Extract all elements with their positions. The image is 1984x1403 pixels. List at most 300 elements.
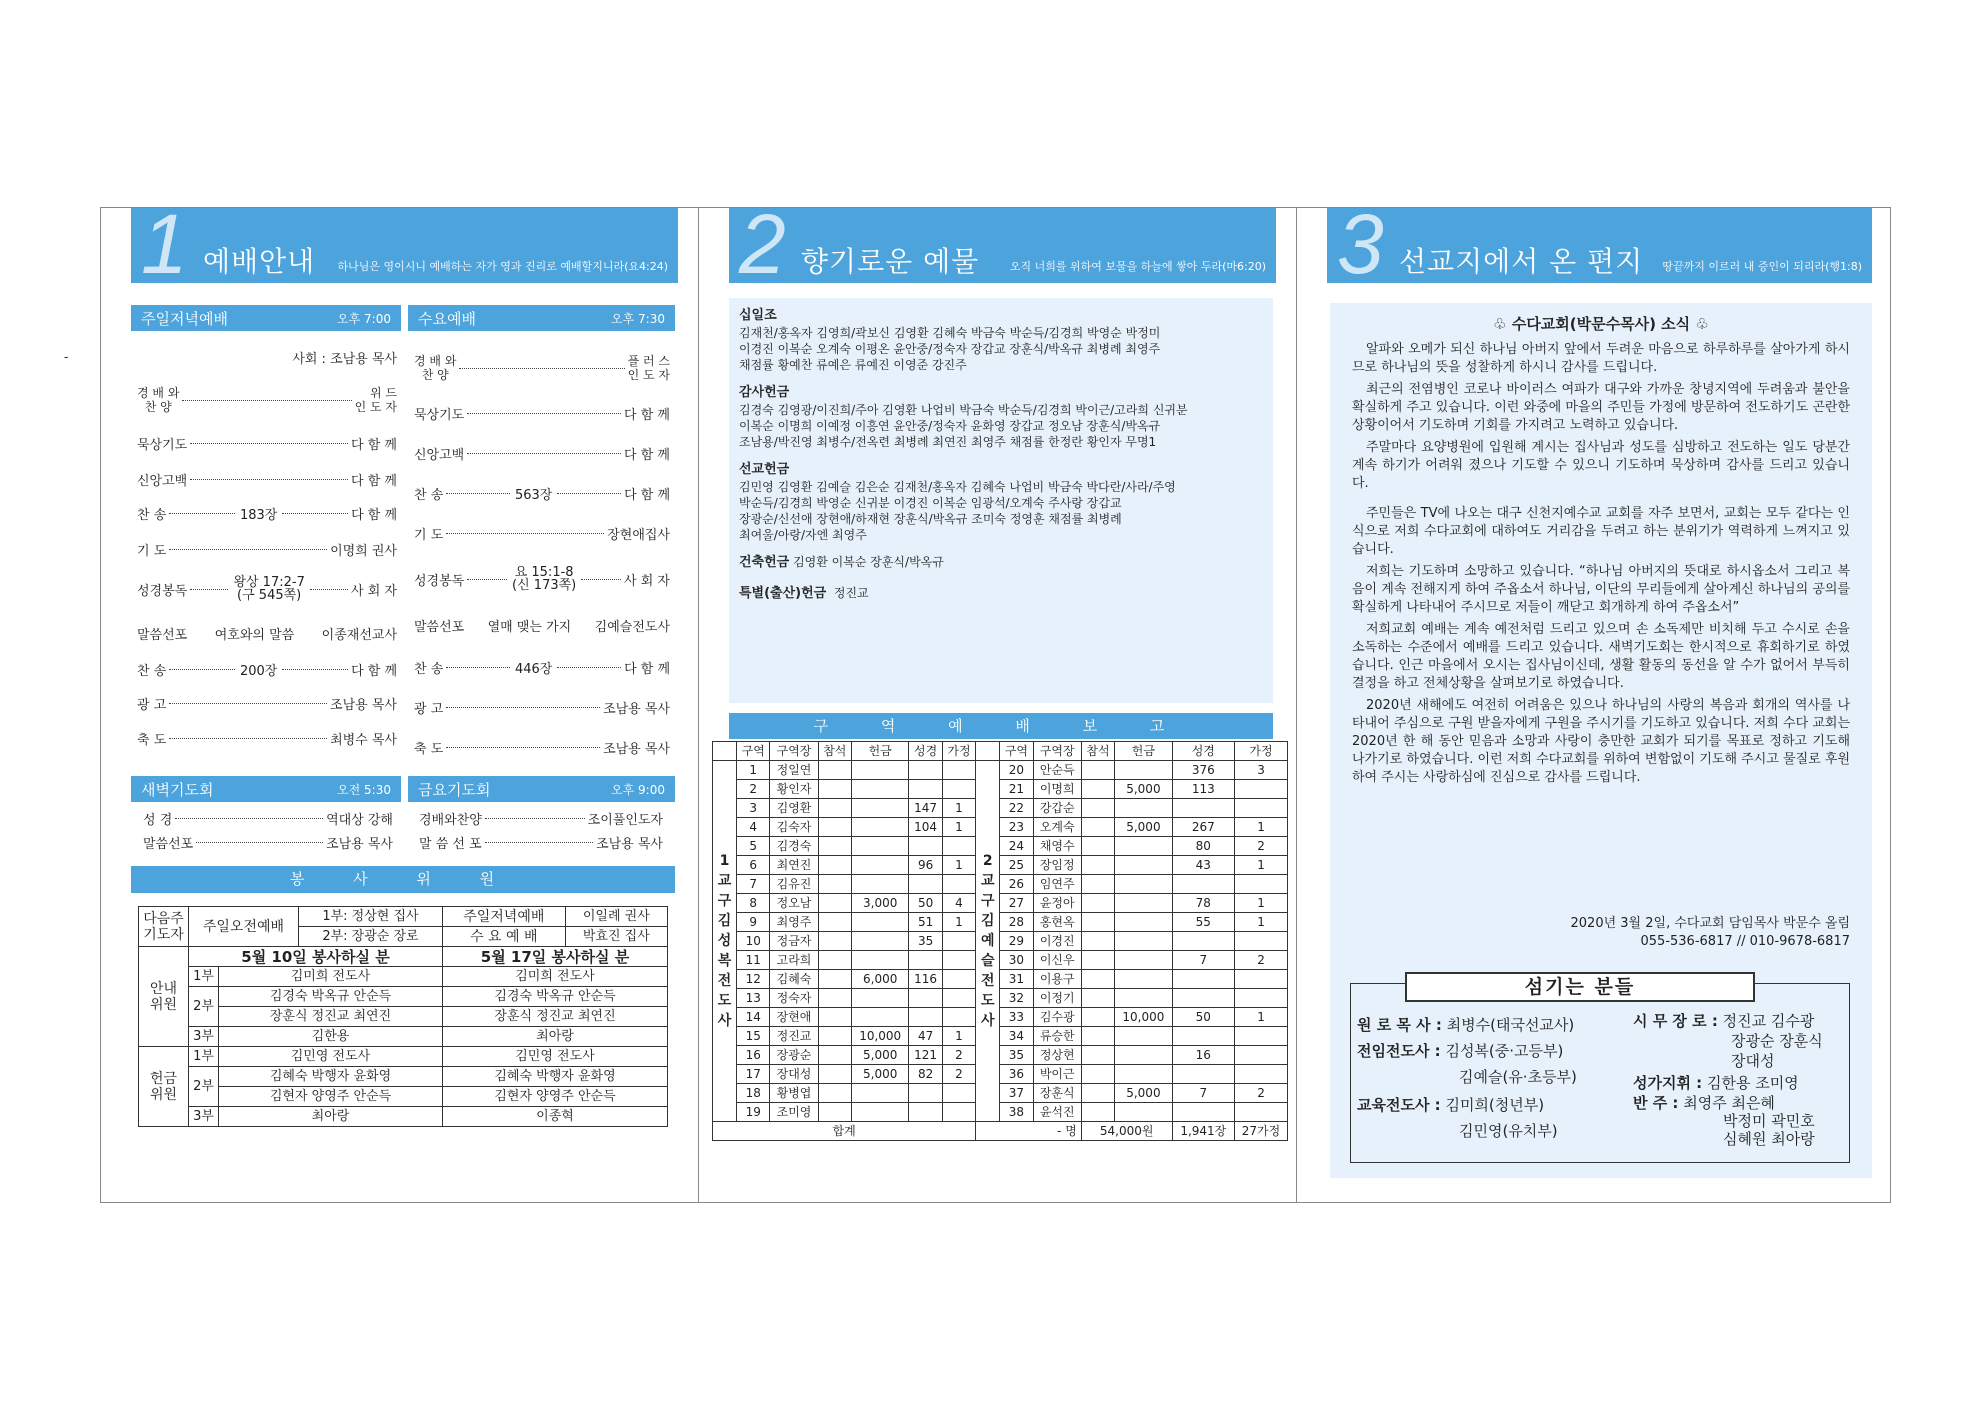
order-row: 경배와찬양 조이풀인도자 (419, 812, 663, 828)
section-title: 향기로운 예물 (801, 245, 980, 278)
table-cell: 37 (1000, 1084, 1033, 1103)
table-cell (818, 894, 851, 913)
table-cell: 22 (1000, 799, 1033, 818)
order-row: 경 배 와 찬 양 플 러 스 인 도 자 (414, 354, 670, 382)
table-cell (1115, 1103, 1172, 1122)
table-cell: 26 (1000, 875, 1033, 894)
section-title: 선교지에서 온 편지 (1399, 245, 1644, 278)
table-cell (1081, 1065, 1114, 1084)
table-cell (852, 799, 909, 818)
sunday-evening-header: 주일저녁예배 오후 7:00 (131, 305, 401, 331)
table-cell: 19 (737, 1103, 770, 1122)
table-cell (1115, 761, 1172, 780)
table-row (713, 1027, 1288, 1046)
dawn-prayer-header: 새벽기도회 오전 5:30 (131, 776, 401, 802)
table-cell (1081, 780, 1114, 799)
order-row: 묵상기도 다 함 께 (414, 408, 670, 423)
table-cell: 13 (737, 989, 770, 1008)
serving-people-title: 섬기는 분들 (1405, 972, 1755, 1002)
table-cell: 31 (1000, 970, 1033, 989)
table-cell (852, 951, 909, 970)
serving-elders: 시 무 장 로 : 정진교 김수광 (1633, 1012, 1815, 1030)
order-row: 성 경 역대상 강해 (143, 812, 393, 828)
table-cell: 78 (1172, 894, 1234, 913)
table-cell: 황병엽 (770, 1084, 818, 1103)
table-cell (852, 913, 909, 932)
table-cell (1235, 932, 1288, 951)
table-cell: 정진교 (770, 1027, 818, 1046)
table-cell (942, 989, 975, 1008)
table-cell: 27 (1000, 894, 1033, 913)
table-cell: 최연진 (770, 856, 818, 875)
table-cell (818, 761, 851, 780)
panel1-banner (131, 208, 678, 283)
order-row: 경 배 와 찬 양 위 드 인 도 자 (137, 386, 397, 414)
column-header: 성경 (1172, 742, 1234, 761)
table-cell (818, 780, 851, 799)
table-cell: 장훈식 (1033, 1084, 1081, 1103)
table-cell: 이신우 (1033, 951, 1081, 970)
table-cell: 김경숙 (770, 837, 818, 856)
order-row: 광 고 조남용 목사 (414, 702, 670, 717)
table-cell: 5,000 (1115, 818, 1172, 837)
district-report-header: 구 역 예 배 보 고 (729, 713, 1273, 739)
table-cell (909, 761, 942, 780)
table-cell: 장임정 (1033, 856, 1081, 875)
table-cell: 267 (1172, 818, 1234, 837)
table-cell: 김영환 (770, 799, 818, 818)
mission-section: 선교헌금 김민영 김영환 김예슬 김은순 김재천/홍옥자 김혜숙 나업비 박금숙 박다란/사라/주영 박순득/김경희 박영순 신귀분 이경진 이복순 임광석/오계숙 주사랑 장갑교 장광순/신선애 장현애/하재현 장훈식/박옥규 조미숙 정영훈 채점률 최병례 최여울/아랑/자엔 최영주 (739, 462, 1176, 542)
group-label-2: 2 교 구 김 예 슬 전 도 사 (976, 761, 1000, 1122)
table-row: 헌금 위원 1부 김민영 전도사 김민영 전도사 (139, 1047, 668, 1067)
host-line: 사회 : 조남용 목사 (292, 352, 397, 367)
table-cell (1172, 1065, 1234, 1084)
letter-body (1352, 341, 1850, 791)
table-row (713, 875, 1288, 894)
table-cell (1172, 799, 1234, 818)
table-cell (1115, 894, 1172, 913)
table-cell (1081, 951, 1114, 970)
order-row: 신앙고백 다 함 께 (137, 474, 397, 489)
table-cell: 1 (737, 761, 770, 780)
table-cell: 55 (1172, 913, 1234, 932)
table-cell: 6,000 (852, 970, 909, 989)
order-row: 축 도 조남용 목사 (414, 742, 670, 757)
table-cell: 1 (942, 799, 975, 818)
order-row: 말씀선포 조남용 목사 (143, 836, 393, 852)
table-cell (942, 970, 975, 989)
table-cell (852, 1103, 909, 1122)
table-cell (1081, 1046, 1114, 1065)
table-row: 3부 김한용 최아랑 (139, 1027, 668, 1047)
table-row (713, 894, 1288, 913)
order-row: 묵상기도 다 함 께 (137, 438, 397, 453)
table-cell: 9 (737, 913, 770, 932)
table-cell: 박이근 (1033, 1065, 1081, 1084)
table-cell: 36 (1000, 1065, 1033, 1084)
table-cell: 1 (942, 818, 975, 837)
table-cell (852, 818, 909, 837)
table-cell: 43 (1172, 856, 1234, 875)
table-cell: 김숙자 (770, 818, 818, 837)
table-cell: 1 (1235, 894, 1288, 913)
table-cell: 정상현 (1033, 1046, 1081, 1065)
order-row: 찬 송 563장 다 함 께 (414, 488, 671, 503)
table-cell (1235, 1046, 1288, 1065)
table-cell: 2 (1235, 951, 1288, 970)
table-cell: 5 (737, 837, 770, 856)
table-cell (852, 875, 909, 894)
table-cell: 38 (1000, 1103, 1033, 1122)
table-cell: 정일연 (770, 761, 818, 780)
table-cell (942, 780, 975, 799)
table-row (713, 780, 1288, 799)
table-cell (942, 1084, 975, 1103)
order-row: 말씀선포 열매 맺는 가지 김예슬전도사 (414, 620, 670, 635)
special-section: 특별(출산)헌금 정진교 (739, 586, 869, 601)
table-cell: 고라희 (770, 951, 818, 970)
table-cell: 116 (909, 970, 942, 989)
table-cell: 4 (942, 894, 975, 913)
table-cell: 임연주 (1033, 875, 1081, 894)
table-cell: 윤정아 (1033, 894, 1081, 913)
table-cell (1115, 856, 1172, 875)
table-cell: 5,000 (852, 1046, 909, 1065)
table-cell: 2 (1235, 837, 1288, 856)
thanks-section: 감사헌금 김경숙 김영광/이진희/주아 김영환 나업비 박금숙 박순득/김경희 박이근/고라희 신귀분 이복순 이명희 이예정 이흥연 윤안중/정숙자 윤화영 장갑교 정오남 장훈식/박옥규 조남용/박진영 최병수/전옥련 최병례 최연진 최영주 채점률 한정란 황인자 무명1 (739, 385, 1188, 449)
table-row (713, 1065, 1288, 1084)
table-row (713, 1008, 1288, 1027)
total-bible: 1,941장 (1172, 1122, 1234, 1141)
table-cell (909, 951, 942, 970)
table-cell (818, 799, 851, 818)
table-cell: 10,000 (1115, 1008, 1172, 1027)
column-header: 구역 (737, 742, 770, 761)
table-row: 김현자 양영주 안순득 김현자 양영주 안순득 (139, 1087, 668, 1107)
column-header: 구역장 (1033, 742, 1081, 761)
service-committee-table (138, 906, 668, 1127)
table-cell (1081, 761, 1114, 780)
wednesday-order (414, 336, 670, 776)
table-cell: 28 (1000, 913, 1033, 932)
table-cell: 강갑순 (1033, 799, 1081, 818)
letter-paragraph: 저희교회 예배는 계속 예전처럼 드리고 있으며 손 소독제만 비치해 두고 수시로 손을 소독하는 수준에서 예배를 드리고 있습니다. 새벽기도회는 한시적으로 휴회하기로 하였습니다. 인근 마을에서 오시는 집사님이신데, 생활 활동의 동선을 알 수가 없어서 부득히 결정을 하고 전체상황을 살펴보기로 하였습니다. (1352, 622, 1850, 691)
table-cell (1235, 1065, 1288, 1084)
table-cell: 장대성 (770, 1065, 818, 1084)
table-cell (818, 970, 851, 989)
table-cell: 김혜숙 (770, 970, 818, 989)
letter-paragraph: 2020년 새해에도 여전히 어려움은 있으나 하나님의 사랑의 복음과 회개의 역사를 나타내어 주심으로 구원 받을자에게 구원을 주시기를 기도하고 있습니다. 저희 수다 교회는 2020년 한 해 동안 믿음과 소망과 사랑이 충만한 교회가 되기를 목표로 정하고 기도해 나가기로 하였습니다. 이런 저희 수다교회를 위하여 변함없이 기도해 주시고 물질로 후원하여 주시는 사랑하심에 진심으로 감사를 드립니다. (1352, 698, 1850, 785)
table-cell: 2 (942, 1046, 975, 1065)
table-cell: 51 (909, 913, 942, 932)
full-time-evangelist: 전임전도사 : 김성복(중·고등부) (1357, 1042, 1564, 1060)
table-cell: 11 (737, 951, 770, 970)
table-cell (818, 1084, 851, 1103)
table-row (713, 1046, 1288, 1065)
table-cell: 류승한 (1033, 1027, 1081, 1046)
table-cell: 34 (1000, 1027, 1033, 1046)
table-cell (818, 818, 851, 837)
section-number: 3 (1337, 208, 1384, 283)
header-spacer (976, 742, 1000, 761)
table-cell: 18 (737, 1084, 770, 1103)
table-row: 다음주 기도자 주일오전예배 1부: 정상현 집사 주일저녁예배 이일례 권사 (139, 907, 668, 927)
friday-prayer-header: 금요기도회 오후 9:00 (408, 776, 675, 802)
table-cell (909, 1084, 942, 1103)
column-header: 가정 (942, 742, 975, 761)
table-cell: 8 (737, 894, 770, 913)
table-cell (1172, 932, 1234, 951)
table-row: 2부 김경숙 박옥규 안순득 김경숙 박옥규 안순득 (139, 987, 668, 1007)
stray-mark: - (64, 350, 69, 364)
column-header: 구역 (1000, 742, 1033, 761)
table-cell: 21 (1000, 780, 1033, 799)
order-row: 기 도 장현애집사 (414, 528, 670, 543)
table-cell: 이용구 (1033, 970, 1081, 989)
table-cell (1081, 856, 1114, 875)
table-cell (1081, 932, 1114, 951)
table-cell: 35 (1000, 1046, 1033, 1065)
order-row: 말씀선포 여호와의 말씀 이종재선교사 (137, 628, 398, 643)
letter-paragraph: 주말마다 요양병원에 입원해 계시는 집사님과 성도를 심방하고 전도하는 일도 당분간 계속 하기가 어려워 졌으나 기도할 수 있으니 기도하며 묵상하며 감사를 드리고 있습니다. (1352, 440, 1850, 491)
table-cell: 2 (942, 1065, 975, 1084)
table-cell: 16 (737, 1046, 770, 1065)
table-cell: 이정기 (1033, 989, 1081, 1008)
sunday-evening-order (137, 336, 397, 776)
table-cell (1081, 1008, 1114, 1027)
panel-offerings (698, 208, 1296, 1202)
column-header: 참석 (818, 742, 851, 761)
table-cell (1172, 989, 1234, 1008)
table-cell: 20 (1000, 761, 1033, 780)
table-cell (1081, 837, 1114, 856)
table-row: 1부 김미희 전도사 김미희 전도사 (139, 967, 668, 987)
table-cell (818, 989, 851, 1008)
table-cell (942, 1103, 975, 1122)
table-cell: 82 (909, 1065, 942, 1084)
table-cell: 2 (737, 780, 770, 799)
table-cell (1115, 1046, 1172, 1065)
letter-title: ♧ 수다교회(박문수목사) 소식 ♧ (1493, 315, 1709, 333)
table-row (713, 951, 1288, 970)
table-cell: 1 (1235, 856, 1288, 875)
order-row: 성경봉독 왕상 17:2-7 (구 545쪽) 사 회 자 (137, 575, 397, 603)
panel-mission-letter (1296, 208, 1892, 1202)
wednesday-header: 수요예배 오후 7:30 (408, 305, 675, 331)
table-cell: 33 (1000, 1008, 1033, 1027)
table-cell (1081, 1084, 1114, 1103)
table-row (713, 989, 1288, 1008)
table-cell: 50 (1172, 1008, 1234, 1027)
table-cell: 15 (737, 1027, 770, 1046)
table-cell (909, 1103, 942, 1122)
table-cell: 5,000 (1115, 1084, 1172, 1103)
table-cell (818, 932, 851, 951)
tithe-section: 십일조 김재천/홍옥자 김영희/곽보신 김영환 김혜숙 박금숙 박순득/김경희 박영순 박정미 이경진 이복순 오계숙 이평온 윤안중/정숙자 장갑교 장훈식/박옥규 최병례 최영주 채점률 황예찬 류예은 류예진 이영준 강진주 (739, 308, 1161, 372)
table-cell (818, 1046, 851, 1065)
table-row (713, 856, 1288, 875)
table-row: 2부 김혜숙 박행자 윤화영 김혜숙 박행자 윤화영 (139, 1067, 668, 1087)
table-cell: 30 (1000, 951, 1033, 970)
letter-paragraph: 주민들은 TV에 나오는 대구 신천지예수교 교회를 자주 보면서, 교회는 모두 같다는 인식으로 저희 수다교회에 대하여도 거리감을 두려고 하는 분위기가 역력하게 느껴지고 있습니다. (1352, 506, 1850, 557)
total-money: 54,000원 (1081, 1122, 1172, 1141)
table-cell: 이명희 (1033, 780, 1081, 799)
column-header: 성경 (909, 742, 942, 761)
education-evangelist-2: 김민영(유치부) (1459, 1122, 1558, 1140)
table-cell (852, 837, 909, 856)
table-cell (852, 989, 909, 1008)
table-cell: 1 (1235, 913, 1288, 932)
letter-paragraph: 알파와 오메가 되신 하나님 아버지 앞에서 두려운 마음으로 하루하루를 살아가게 하시므로 하나님의 뜻을 성찰하게 하시니 감사를 드립니다. (1352, 342, 1850, 375)
table-cell: 10,000 (852, 1027, 909, 1046)
table-cell (1115, 875, 1172, 894)
order-row: 찬 송 183장 다 함 께 (137, 508, 398, 523)
order-row: 기 도 이명희 권사 (137, 544, 397, 559)
education-evangelist: 교육전도사 : 김미희(청년부) (1357, 1096, 1545, 1114)
table-cell (1235, 875, 1288, 894)
mission-letter (1330, 303, 1872, 1178)
table-cell: 홍현옥 (1033, 913, 1081, 932)
table-cell (818, 1008, 851, 1027)
table-row (713, 1103, 1288, 1122)
table-cell: 376 (1172, 761, 1234, 780)
table-cell (818, 875, 851, 894)
order-row: 광 고 조남용 목사 (137, 698, 397, 713)
table-cell (1235, 780, 1288, 799)
table-cell: 47 (909, 1027, 942, 1046)
order-row: 말 씀 선 포 조남용 목사 (419, 836, 663, 852)
letter-signature: 2020년 3월 2일, 수다교회 담임목사 박문수 올림 055-536-6817 // 010-9678-6817 (1570, 916, 1850, 949)
table-row (713, 970, 1288, 989)
table-cell (1081, 799, 1114, 818)
bulletin-sheet (100, 207, 1891, 1203)
table-header-row (713, 742, 1288, 761)
table-cell: 5,000 (1115, 780, 1172, 799)
column-header: 가정 (1235, 742, 1288, 761)
table-cell (1081, 1027, 1114, 1046)
table-cell (1115, 1065, 1172, 1084)
table-cell (1081, 1103, 1114, 1122)
table-cell (818, 913, 851, 932)
table-cell: 113 (1172, 780, 1234, 799)
table-cell (1115, 837, 1172, 856)
table-cell (1115, 932, 1172, 951)
dawn-prayer-order (143, 806, 393, 854)
total-people: - 명 (976, 1122, 1082, 1141)
table-cell: 147 (909, 799, 942, 818)
column-header: 헌금 (1115, 742, 1172, 761)
order-row: 찬 송 446장 다 함 께 (414, 662, 671, 677)
table-cell (1235, 799, 1288, 818)
order-row: 신앙고백 다 함 께 (414, 448, 670, 463)
table-cell: 121 (909, 1046, 942, 1065)
table-cell (852, 856, 909, 875)
table-cell (852, 761, 909, 780)
table-cell (1081, 989, 1114, 1008)
table-cell (1115, 951, 1172, 970)
section-number: 2 (739, 208, 786, 283)
offerings-box (729, 298, 1273, 703)
table-cell: 32 (1000, 989, 1033, 1008)
table-cell: 조미영 (770, 1103, 818, 1122)
section-number: 1 (141, 208, 188, 283)
table-cell: 이경진 (1033, 932, 1081, 951)
table-cell (818, 1065, 851, 1084)
table-row (713, 1084, 1288, 1103)
accompanist: 반 주 : 최영주 최은혜 (1633, 1094, 1775, 1112)
table-cell: 1 (1235, 1008, 1288, 1027)
table-row: 3부 최아랑 이종혁 (139, 1107, 668, 1127)
table-row: 안내 위원 5월 10일 봉사하실 분 5월 17일 봉사하실 분 (139, 947, 668, 967)
table-cell (1081, 913, 1114, 932)
elder-pastor: 원 로 목 사 : 최병수(태국선교사) (1357, 1016, 1575, 1034)
table-cell (942, 875, 975, 894)
table-cell: 1 (942, 856, 975, 875)
total-label: 합계 (713, 1122, 976, 1141)
table-cell (818, 837, 851, 856)
table-cell: 최영주 (770, 913, 818, 932)
table-row (713, 913, 1288, 932)
section-verse: 하나님은 영이시니 예배하는 자가 영과 진리로 예배할지니라(요4:24) (337, 260, 668, 273)
table-cell: 17 (737, 1065, 770, 1084)
table-cell: 96 (909, 856, 942, 875)
table-cell (942, 837, 975, 856)
table-cell: 1 (942, 1027, 975, 1046)
table-row (713, 818, 1288, 837)
table-cell: 정오남 (770, 894, 818, 913)
table-row (713, 837, 1288, 856)
table-cell (909, 1008, 942, 1027)
friday-prayer-order (419, 806, 663, 854)
table-cell (1081, 894, 1114, 913)
table-cell (909, 837, 942, 856)
choir-conductor: 성가지휘 : 김한용 조미영 (1633, 1074, 1799, 1092)
table-cell: 10 (737, 932, 770, 951)
serving-people-box: 섬기는 분들 원 로 목 사 : 최병수(태국선교사) 전임전도사 : 김성복(중·고등부) 김예슬(유·초등부) 교육전도사 : 김미희(청년부) 김민영(유치부) 시 무 장 로 : 정진교 김수광 장광순 장훈식 장대성 성가지휘 : 김한용 조미영 반 주 : 최영주 최은혜 박정미 곽민호 심혜원 최아랑 (1350, 983, 1850, 1163)
table-cell (1172, 970, 1234, 989)
table-cell: 3 (1235, 761, 1288, 780)
panel2-banner (729, 208, 1276, 283)
table-cell: 7 (1172, 1084, 1234, 1103)
table-cell (1081, 970, 1114, 989)
table-cell (1115, 1027, 1172, 1046)
table-cell: 29 (1000, 932, 1033, 951)
table-cell: 정숙자 (770, 989, 818, 1008)
panel3-banner (1327, 208, 1872, 283)
table-cell (852, 932, 909, 951)
table-cell: 104 (909, 818, 942, 837)
table-cell (852, 1084, 909, 1103)
table-cell: 1 (942, 913, 975, 932)
column-header: 구역장 (770, 742, 818, 761)
table-cell: 4 (737, 818, 770, 837)
total-row (713, 1122, 1288, 1141)
table-cell: 황인자 (770, 780, 818, 799)
table-cell (909, 875, 942, 894)
table-cell: 김유진 (770, 875, 818, 894)
section-verse: 땅끝까지 이르러 내 증인이 되리라(행1:8) (1662, 260, 1862, 273)
table-cell (942, 932, 975, 951)
table-cell: 장현애 (770, 1008, 818, 1027)
table-cell (942, 1008, 975, 1027)
building-section: 건축헌금 김영환 이복순 장훈식/박옥규 (739, 555, 944, 570)
letter-paragraph: 최근의 전염병인 코로나 바이러스 여파가 대구와 가까운 창녕지역에 두려움과 불안을 확실하게 주고 있습니다. 이런 와중에 마을의 주민들 가정에 방문하여 전도하기도 곤란한 상황이어서 기도하며 기회를 가지려고 노력하고 있습니다. (1352, 382, 1850, 433)
section-title: 예배안내 (203, 245, 316, 278)
full-time-evangelist-2: 김예슬(유·초등부) (1459, 1068, 1577, 1086)
table-cell: 3,000 (852, 894, 909, 913)
service-committee-header: 봉 사 위 원 (131, 866, 675, 893)
table-cell: 채영수 (1033, 837, 1081, 856)
